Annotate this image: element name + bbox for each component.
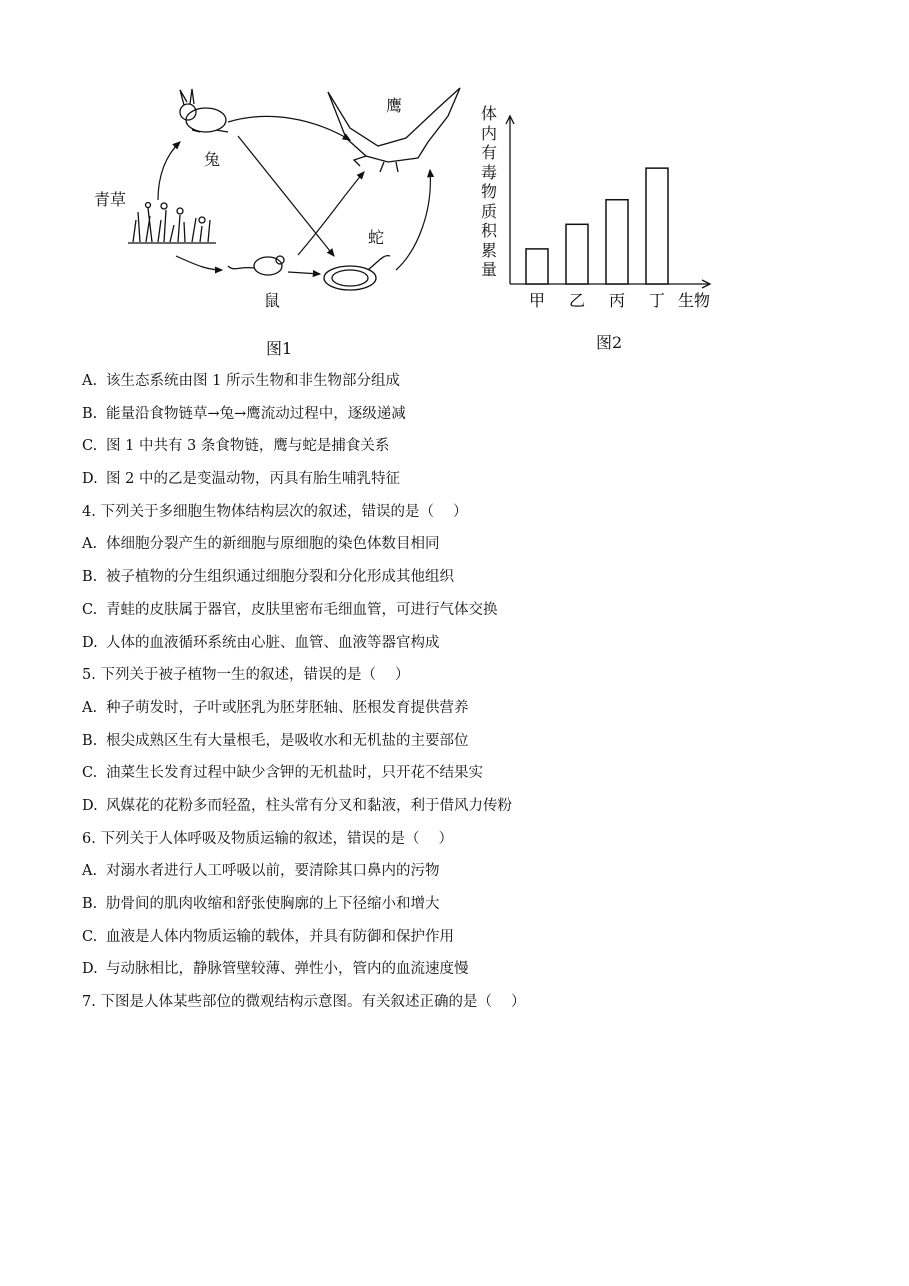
option-line [82, 535, 862, 568]
option-text: 与动脉相比，静脉管壁较薄、弹性小，管内的血流速度慢 [106, 961, 469, 978]
arrow-grass-to-rabbit [158, 142, 180, 200]
option-text: 风媒花的花粉多而轻盈，柱头常有分叉和黏液，利于借风力传粉 [106, 797, 512, 814]
option-key: D. [82, 471, 98, 488]
option-key: B. [82, 896, 98, 912]
chart-xlabel: 生物 [678, 291, 711, 310]
option-key: B. [82, 569, 98, 586]
option-key: D. [82, 634, 98, 651]
option-text: 根尖成熟区生有大量根毛，是吸收水和无机盐的主要部位 [106, 732, 469, 749]
question-line: 5. 下列关于被子植物一生的叙述，错误的是（ ） [82, 667, 410, 684]
option-line [82, 372, 862, 405]
question-text [82, 372, 862, 1026]
arrow-mouse-to-snake [288, 272, 320, 274]
option-text: 被子植物的分生组织通过细胞分裂和分化形成其他组织 [106, 569, 454, 586]
arrow-mouse-to-hawk [298, 172, 364, 255]
option-text: 该生态系统由图 1 所示生物和非生物部分组成 [106, 373, 400, 389]
option-text: 图 2 中的乙是变温动物，丙具有胎生哺乳特征 [106, 471, 400, 488]
option-line [82, 797, 862, 830]
arrow-rabbit-to-hawk [228, 116, 350, 140]
toxin-bar-chart [470, 98, 720, 353]
option-key: C. [82, 765, 98, 782]
option-text: 油菜生长发育过程中缺少含钾的无机盐时，只开花不结果实 [106, 765, 483, 782]
bar-丙 [606, 200, 628, 284]
option-text: 肋骨间的肌肉收缩和舒张使胸廓的上下径缩小和增大 [106, 896, 440, 912]
option-key: B. [82, 732, 98, 749]
option-key: C. [82, 928, 98, 945]
option-line [82, 732, 862, 765]
option-line [82, 928, 862, 961]
chart-ylabel: 体内有毒物质积累量 [480, 104, 497, 279]
snake-icon [324, 256, 390, 290]
option-line [82, 764, 862, 797]
label-hawk: 鹰 [386, 96, 403, 115]
chart-plot [470, 98, 720, 353]
option-key: D. [82, 961, 98, 978]
option-line [82, 601, 862, 634]
option-key: D. [82, 797, 98, 814]
question-line: 6. 下列关于人体呼吸及物质运输的叙述，错误的是（ ） [82, 830, 454, 847]
option-text: 图 1 中共有 3 条食物链，鹰与蛇是捕食关系 [106, 438, 390, 455]
arrow-rabbit-to-snake [238, 136, 334, 256]
option-key: A. [82, 373, 98, 389]
option-key: A. [82, 699, 98, 716]
option-line [82, 437, 862, 470]
bar-乙 [566, 224, 588, 284]
option-text: 体细胞分裂产生的新细胞与原细胞的染色体数目相同 [106, 536, 440, 553]
food-web-figure [88, 80, 483, 358]
option-key: A. [82, 863, 98, 880]
option-line [82, 405, 862, 438]
option-text: 对溺水者进行人工呼吸以前，要清除其口鼻内的污物 [106, 863, 440, 880]
arrow-grass-to-mouse [176, 256, 222, 270]
option-text: 能量沿食物链草→兔→鹰流动过程中，逐级递减 [106, 405, 406, 422]
mouse-icon [228, 256, 284, 275]
question-line: 7. 下图是人体某些部位的微观结构示意图。有关叙述正确的是（ ） [82, 994, 526, 1011]
x-tick-label: 甲 [528, 291, 546, 310]
x-tick-label: 丁 [648, 291, 666, 310]
option-text: 种子萌发时，子叶或胚乳为胚芽胚轴、胚根发育提供营养 [106, 699, 469, 716]
option-line [82, 634, 862, 667]
option-line [82, 862, 862, 895]
option-key: A. [82, 536, 98, 553]
question-line: 4. 下列关于多细胞生物体结构层次的叙述，错误的是（ ） [82, 503, 468, 520]
x-tick-label: 乙 [568, 291, 586, 310]
label-snake: 蛇 [368, 228, 385, 247]
food-web-drawing [88, 80, 483, 355]
option-text: 血液是人体内物质运输的载体，并具有防御和保护作用 [106, 928, 454, 945]
option-text: 人体的血液循环系统由心脏、血管、血液等器官构成 [106, 634, 440, 651]
option-line [82, 470, 862, 503]
rabbit-icon [180, 89, 228, 132]
grass-icon [128, 203, 216, 244]
option-line [82, 699, 862, 732]
x-tick-label: 丙 [608, 291, 626, 310]
arrow-snake-to-hawk [396, 170, 430, 270]
label-mouse: 鼠 [264, 291, 281, 310]
bar-甲 [526, 249, 548, 284]
option-key: C. [82, 601, 98, 618]
option-text: 青蛙的皮肤属于器官，皮肤里密布毛细血管，可进行气体交换 [106, 601, 498, 618]
caption-figure1: 图1 [266, 339, 293, 358]
bar-丁 [646, 168, 668, 284]
caption-figure2: 图2 [596, 333, 623, 352]
option-line [82, 960, 862, 993]
option-line [82, 568, 862, 601]
label-rabbit: 兔 [204, 150, 221, 169]
label-grass: 青草 [94, 190, 127, 209]
option-key: C. [82, 438, 98, 455]
option-line [82, 895, 862, 928]
option-key: B. [82, 405, 98, 422]
